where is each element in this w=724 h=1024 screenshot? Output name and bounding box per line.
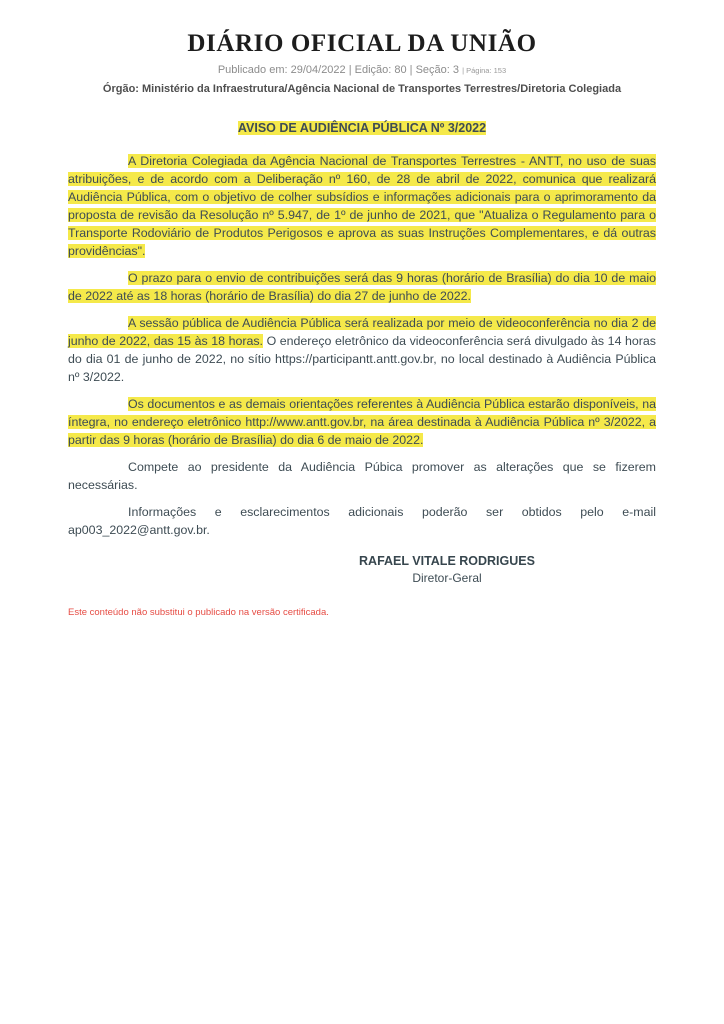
organ-line: Órgão: Ministério da Infraestrutura/Agência Nacional de Transportes Terrestres/Diretoria Colegiada	[102, 83, 622, 95]
article-paragraph	[68, 314, 656, 386]
highlighted-text: A sessão pública de Audiência Pública será realizada por meio de videoconferência no dia 2 de junho de 2022, das 15 às 18 horas.	[68, 316, 656, 348]
gazette-title: DIÁRIO OFICIAL DA UNIÃO	[187, 30, 537, 57]
plain-text: Compete ao presidente da Audiência Púbica promover as alterações que se fizerem necessárias.	[68, 460, 656, 492]
highlighted-text: Os documentos e as demais orientações referentes à Audiência Pública estarão disponíveis, na íntegra, no endereço eletrônico http://www.antt.gov.br, na área destinada à Audiência Pública nº 3/2022, a partir das 9 horas (horário de Brasília) do dia 6 de maio de 2022.	[68, 397, 656, 447]
certification-disclaimer: Este conteúdo não substitui o publicado na versão certificada.	[68, 607, 329, 618]
highlighted-text: O prazo para o envio de contribuições será das 9 horas (horário de Brasília) do dia 10 de maio de 2022 até as 18 horas (horário de Brasília) do dia 27 de junho de 2022.	[68, 271, 656, 303]
publication-info	[68, 64, 656, 76]
article-paragraph	[68, 458, 656, 494]
notice-title	[68, 121, 656, 135]
article-paragraph	[68, 152, 656, 260]
signer-name: RAFAEL VITALE RODRIGUES	[359, 554, 535, 568]
plain-text: Informações e esclarecimentos adicionais poderão ser obtidos pelo e-mail ap003_2022@antt.gov.br.	[68, 505, 656, 537]
page-reference: | Página: 153	[462, 66, 507, 75]
gazette-header	[68, 30, 656, 95]
article-body	[68, 152, 656, 539]
notice-title-text: AVISO DE AUDIÊNCIA PÚBLICA Nº 3/2022	[237, 121, 487, 135]
article-paragraph	[68, 395, 656, 449]
article-paragraph	[68, 269, 656, 305]
article-paragraph	[68, 503, 656, 539]
plain-text: O endereço eletrônico da videoconferência será divulgado às 14 horas do dia 01 de junho de 2022, no sítio https://participantt.antt.gov.br, no local destinado à Audiência Pública nº 3/2022.	[68, 334, 656, 384]
publication-meta: Publicado em: 29/04/2022 | Edição: 80 | Seção: 3	[217, 64, 460, 76]
signature-block	[238, 554, 656, 585]
highlighted-text: A Diretoria Colegiada da Agência Nacional de Transportes Terrestres - ANTT, no uso de suas atribuições, e de acordo com a Deliberação nº 160, de 28 de abril de 2022, comunica que realizará Audiência Pública, com o objetivo de colher subsídios e informações adicionais para o aprimoramento da proposta de revisão da Resolução nº 5.947, de 1º de junho de 2021, que "Atualiza o Regulamento para o Transporte Rodoviário de Produtos Perigosos e aprova as suas Instruções Complementares, e dá outras providências".	[68, 154, 656, 258]
signer-role: Diretor-Geral	[412, 571, 482, 585]
